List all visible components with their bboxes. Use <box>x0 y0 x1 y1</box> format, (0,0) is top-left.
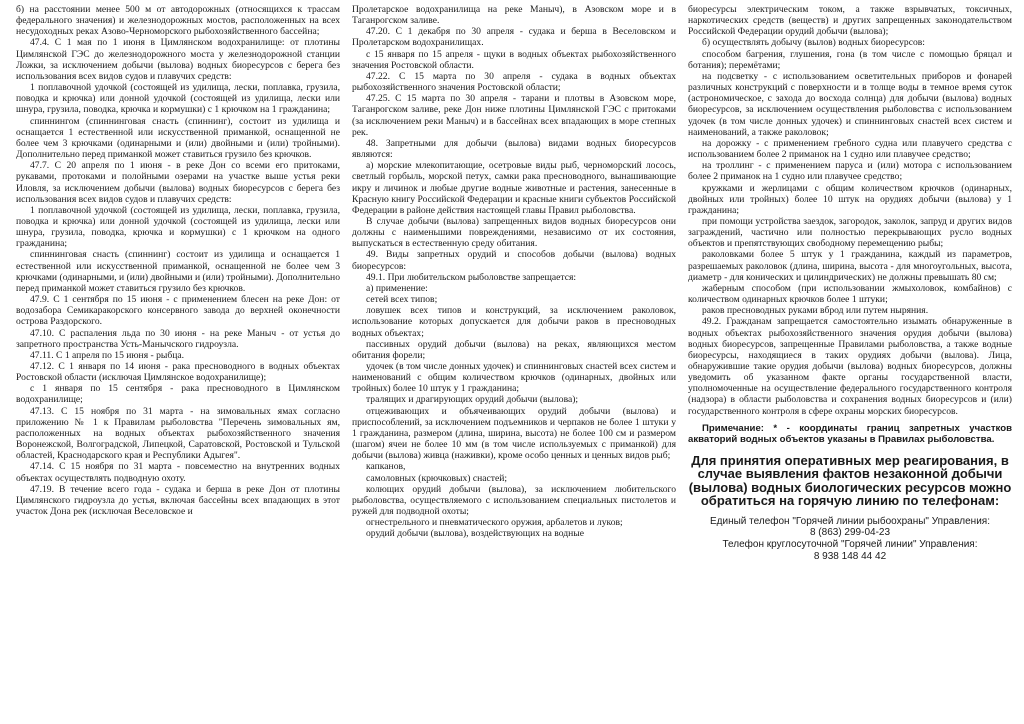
paragraph: биоресурсы электрическим током, а также взрывчатых, токсичных, наркотических средств (веществ) и других запрещенных законодательством Российской Федерации орудий добычи (вылова); <box>688 4 1012 38</box>
round-clock-phone-number: 8 938 148 44 42 <box>813 550 887 562</box>
paragraph: 47.25. С 15 марта по 30 апреля - тарани и плотвы в Азовском море, Таганрогском заливе, реке Дон ниже плотины Цимлянской ГЭС с притоками (за исключением реки Маныч) и в бассейнах всех впадающих в море степных рек. <box>352 93 676 138</box>
paragraph: 47.4. С 1 мая по 1 июня в Цимлянском водохранилище: от плотины Цимлянской ГЭС до железнодорожного моста у железнодорожной станции Ложки, за исключением добычи (вылова) водных биоресурсов с берега без использования всех видов судов и плавучих средств: <box>16 37 340 82</box>
paragraph: самоловных (крючковых) снастей; <box>366 472 508 484</box>
note-paragraph: Примечание: * - координаты границ запретных участков акваторий водных объектов указаны в Правилах рыболовства. <box>688 422 1012 445</box>
paragraph: 48. Запретными для добычи (вылова) видами водных биоресурсов являются: <box>352 137 676 161</box>
round-clock-phone-label: Телефон круглосуточной "Горячей линии" Управления: <box>722 538 978 550</box>
paragraph: способом багрения, глушения, гона (в том числе с помощью бряцал и ботания); перемётами; <box>688 48 1012 71</box>
paragraph: 47.22. С 15 марта по 30 апреля - судака в водных объектах рыбохозяйственного значения Ростовской области; <box>352 70 676 94</box>
paragraph: б) осуществлять добычу (вылов) водных биоресурсов: <box>702 37 925 49</box>
paragraph: 47.20. С 1 декабря по 30 апреля - судака и берша в Веселовском и Пролетарском водохранилищах. <box>352 26 676 49</box>
paragraph: 49.1. При любительском рыболовстве запрещается: <box>366 271 577 283</box>
text-column-3 <box>688 4 1012 724</box>
hotline-heading: Для принятия оперативных мер реагирования, в случае выявления фактов незаконной добычи (вылова) водных биологических ресурсов можно обратиться на горячую линию по телефонам: <box>688 452 1012 509</box>
paragraph: 47.7. С 20 апреля по 1 июня - в реке Дон со всеми его притоками, рукавами, протоками и полойными озерами на участке выше устья реки Иловля, за исключением добычи (вылова) водных биоресурсов с берега без использования всех видов судов и плавучих средств: <box>16 160 340 205</box>
paragraph: при помощи устройства заездок, загородок, заколок, запруд и других видов заграждений, частично или полностью перекрывающих русло водных объектов и препятствующих свободному перемещению рыбы; <box>688 215 1012 250</box>
paragraph: раколовками более 5 штук у 1 гражданина, каждый из параметров, разрешаемых раколовок (длина, ширина, высота - для многоугольных, высота, диаметр - для конических и цилиндрических) не должны превышать 80 см; <box>688 249 1012 283</box>
text-column-1 <box>16 4 340 724</box>
paragraph: орудий добычи (вылова), воздействующих на водные <box>366 528 584 540</box>
hotline-contacts <box>688 516 1012 562</box>
paragraph: 1 поплавочной удочкой (состоящей из удилища, лески, поплавка, грузила, поводка и крючка) или донной удочкой (состоящей из удилища, лески или шнура, грузила, поводка, крючка и кормушки) с 1 крючком на 1 гражданина; <box>16 82 340 116</box>
paragraph: кружками и жерлицами с общим количеством крючков (одинарных, двойных или тройных) более 10 штук на орудиях добычи (вылова) у 1 гражданина; <box>688 182 1012 216</box>
paragraph: с 15 января по 15 апреля - щуки в водных объектах рыбохозяйственного значения Ростовской области. <box>352 48 676 71</box>
paragraph: на дорожку - с применением гребного судна или плавучего средства с использованием более 2 приманок на 1 судно или плавучее средство; <box>688 137 1012 161</box>
paragraph: с 1 января по 15 сентября - рака пресноводного в Цимлянском водохранилище; <box>16 383 340 406</box>
paragraph: 1 поплавочной удочкой (состоящей из удилища, лески, поплавка, грузила, поводка и крючка) или донной удочкой (состоящей из удилища, лески или шнура, грузила, поводка, крючка и кормушки) с 1 крючком на одного гражданина; <box>16 204 340 250</box>
paragraph: на подсветку - с использованием осветительных приборов и фонарей различных конструкций с поверхности и в толще воды в темное время суток (астрономическое, с захода до восхода солнца) для добычи (вылова) водных биоресурсов, за исключением осуществления рыболовства с использованием удочек (в том числе донных удочек) и спиннинговых снастей всех систем и наименований, а также раколовок; <box>688 70 1012 138</box>
paragraph: пассивных орудий добычи (вылова) на реках, являющихся местом обитания форели; <box>352 338 676 361</box>
paragraph: удочек (в том числе донных удочек) и спиннинговых снастей всех систем и наименований с общим количеством крючков (одинарных, двойных или тройных) более 10 штук у 1 гражданина; <box>352 361 676 395</box>
paragraph: б) на расстоянии менее 500 м от автодорожных (относящихся к трассам федерального значения) и железнодорожных мостов, расположенных на всех несудоходных реках Азово-Черноморского рыбохозяйственного бассейна; <box>16 4 340 38</box>
paragraph: отцеживающих и объячеивающих орудий добычи (вылова) и приспособлений, за исключением подъемников и черпаков не более 1 штуки у 1 гражданина, размером (длина, ширина, высота) не более 100 см и размером (шагом) ячеи не более 10 мм (в том числе используемых с приманкой) для добычи (вылова) живца (наживки), кроме особо ценных и ценных видов рыб; <box>352 405 676 462</box>
paragraph: жаберным способом (при использовании жмыхоловок, комбайнов) с количеством одинарных крючков более 1 штуки; <box>688 282 1012 306</box>
paragraph: В случае добычи (вылова) запрещенных видов водных биоресурсов они должны с наименьшими повреждениями, независимо от их состояния, выпускаться в естественную среду обитания. <box>352 215 676 250</box>
paragraph: тралящих и драгирующих орудий добычи (вылова); <box>366 394 579 406</box>
paragraph: 47.10. С распаления льда по 30 июня - на реке Маныч - от устья до запретного пространства Усть-Манычского гидроузла. <box>16 327 340 350</box>
paragraph: 49.2. Гражданам запрещается самостоятельно изымать обнаруженные в водных объектах рыбохозяйственного значения орудия добычи (вылова) водных биоресурсов, запрещенные Правилами рыболовства, а также водные биоресурсы, находящиеся в таких орудиях добычи (вылова). Лица, обнаружившие такие орудия добычи (вылова) водных биоресурсов, должны уведомить об указанном факте органы государственной власти, уполномоченные на осуществление федерального государственного контроля (надзора) в области рыболовства и сохранения водных биоресурсов и (или) государственного контроля в сфере охраны морских биоресурсов. <box>688 316 1012 417</box>
text-column-2 <box>352 4 676 724</box>
paragraph: раков пресноводных руками вброд или путем ныряния. <box>702 305 929 317</box>
paragraph: 47.13. С 15 ноября по 31 марта - на зимовальных ямах согласно приложению № 1 к Правилам рыболовства "Перечень зимовальных ям, расположенных на водных объектах рыбохозяйственного значения Воронежской, Волгоградской, Липецкой, Саратовской, Ростовской и Тульской областей, Краснодарского края и Республики Адыгея". <box>16 405 340 462</box>
paragraph: огнестрельного и пневматического оружия, арбалетов и луков; <box>366 517 623 529</box>
paragraph: ловушек всех типов и конструкций, за исключением раколовок, использование которых допускается для добычи раков в пресноводных водных объектах; <box>352 305 676 339</box>
paragraph: спиннинговая снасть (спиннинг) состоит из удилища и оснащается 1 естественной или искусственной приманкой, оснащенной не более чем 3 крючками (одинарными, и (или) двойными и (или) тройными). Дополнительно перед приманкой может ставиться грузило без крючков. <box>16 249 340 294</box>
unified-phone-number: 8 (863) 299-04-23 <box>809 527 891 539</box>
paragraph: капканов, <box>366 461 406 473</box>
paragraph: 47.14. С 15 ноября по 31 марта - повсеместно на внутренних водных объектах осуществлять подводную охоту. <box>16 461 340 484</box>
paragraph: а) применение: <box>366 282 428 294</box>
paragraph: спиннингом (спиннинговая снасть (спиннинг), состоит из удилища и оснащается 1 естественной или искусственной приманкой, оснащенной не более чем 3 крючками (одинарными и (или) двойными и (или) тройными). Дополнительно перед приманкой может ставиться грузило без крючков. <box>16 115 340 161</box>
paragraph: 47.9. С 1 сентября по 15 июня - с применением блесен на реке Дон: от водозабора Семикаракорского консервного завода до верхней оконечности острова Раздорского. <box>16 294 340 328</box>
paragraph: 49. Виды запретных орудий и способов добычи (вылова) водных биоресурсов: <box>352 249 676 272</box>
paragraph: а) морские млекопитающие, осетровые виды рыб, черноморский лосось, светлый горбыль, морской петух, самки рака пресноводного, вынашивающие икру и личинок и любые другие водные животные и растения, занесенные в Красную книгу Российской Федерации и красные книги субъектов Российской Федерации в районе действия настоящей главы Правил рыболовства. <box>352 160 676 216</box>
column-3-paragraphs <box>688 4 1012 417</box>
paragraph: 47.12. С 1 января по 14 июня - рака пресноводного в водных объектах Ростовской области (исключая Цимлянское водохранилище); <box>16 361 340 384</box>
paragraph: сетей всех типов; <box>366 294 438 306</box>
unified-phone-label: Единый телефон "Горячей линии рыбоохраны" Управления: <box>710 515 990 527</box>
paragraph: 47.19. В течение всего года - судака и берша в реке Дон от плотины Цимлянского гидроузла до устья, включая бассейны всех впадающих в этот участок Дона рек (исключая Веселовское и <box>16 483 340 518</box>
paragraph: Пролетарское водохранилища на реке Маныч), в Азовском море и в Таганрогском заливе. <box>352 4 676 27</box>
paragraph: 47.11. С 1 апреля по 15 июня - рыбца. <box>30 349 185 361</box>
paragraph: на троллинг - с применением паруса и (или) мотора с использованием более 2 приманок на 1 судно или плавучее средство; <box>688 160 1012 183</box>
paragraph: колющих орудий добычи (вылова), за исключением любительского рыболовства, осуществляемого с использованием специальных пистолетов и ружей для подводной охоты; <box>352 483 676 518</box>
